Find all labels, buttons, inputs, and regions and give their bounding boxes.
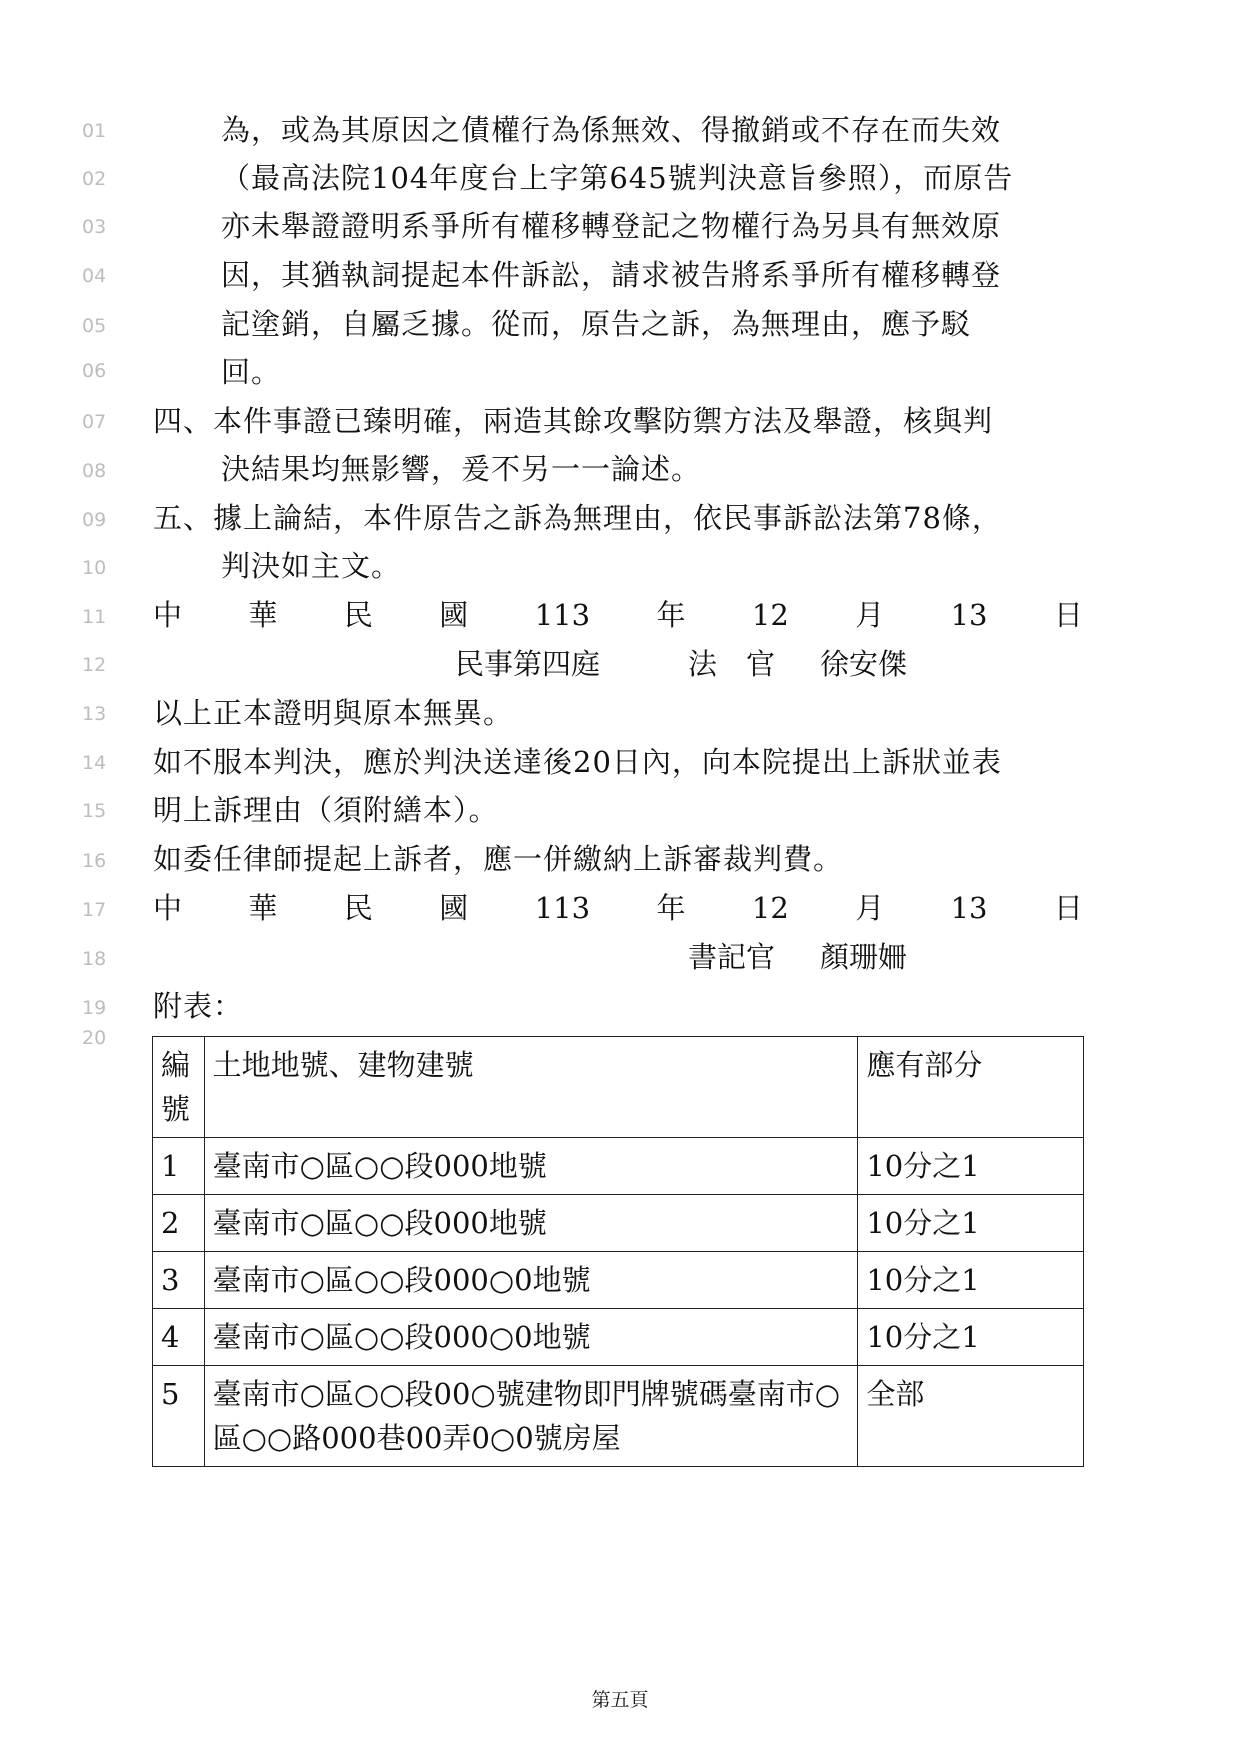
date-part: 日: [1053, 891, 1083, 925]
line-number: 06: [82, 360, 107, 382]
line-number: 11: [82, 606, 107, 628]
body-line: 為，或為其原因之債權行為係無效、得撤銷或不存在而失效: [221, 113, 1002, 147]
table-cell: 臺南市○區○○段000地號: [204, 1138, 858, 1195]
date-part: 日: [1053, 598, 1083, 632]
table-cell: 全部: [858, 1366, 1084, 1467]
line-number: 12: [82, 654, 107, 676]
date-part: 13: [950, 598, 988, 632]
line-number: 07: [82, 411, 107, 433]
table-cell: 10分之1: [858, 1195, 1084, 1252]
header-cell: 應有部分: [858, 1037, 1084, 1138]
table-cell: 10分之1: [858, 1138, 1084, 1195]
table-cell: 10分之1: [858, 1252, 1084, 1309]
clerk-title: 書記官: [688, 940, 776, 974]
line-number: 10: [82, 557, 107, 579]
line-number: 16: [82, 850, 107, 872]
page-footer: 第五頁: [591, 1689, 649, 1711]
line-number: 05: [82, 315, 107, 337]
date-part: 年: [656, 891, 686, 925]
line-number: 04: [82, 265, 107, 287]
body-line: 決結果均無影響，爰不另一一論述。: [221, 452, 702, 486]
table-row: [153, 1195, 1084, 1252]
line-number: 15: [82, 800, 107, 822]
header-cell: 土地地號、建物建號: [204, 1037, 858, 1138]
line-number: 18: [82, 948, 107, 970]
date-part: 華: [248, 598, 278, 632]
body-line: 四、本件事證已臻明確，兩造其餘攻擊防禦方法及舉證，核與判: [153, 404, 994, 438]
appeal-line: 如委任律師提起上訴者，應一併繳納上訴審裁判費。: [153, 842, 844, 876]
line-number: 02: [82, 168, 107, 190]
body-line: 五、據上論結，本件原告之訴為無理由，依民事訴訟法第78條，: [153, 501, 1002, 535]
date-part: 中: [153, 891, 183, 925]
date-part: 華: [248, 891, 278, 925]
court-division: 民事第四庭: [455, 647, 601, 681]
header-cell: 編號: [153, 1037, 205, 1138]
body-line: （最高法院104年度台上字第645號判決意旨參照），而原告: [221, 161, 1014, 195]
appeal-line: 如不服本判決，應於判決送達後20日內，向本院提出上訴狀並表: [153, 745, 1002, 779]
table-cell: 10分之1: [858, 1309, 1084, 1366]
date-part: 月: [855, 891, 885, 925]
body-line: 回。: [221, 355, 282, 389]
date-part: 國: [439, 598, 469, 632]
line-number: 19: [82, 997, 107, 1019]
line-number: 14: [82, 752, 107, 774]
table-row: [153, 1366, 1084, 1467]
table-header-row: [153, 1037, 1084, 1138]
line-number: 08: [82, 460, 107, 482]
attachment-title: 附表：: [153, 989, 244, 1023]
date-part: 13: [950, 891, 988, 925]
line-number: 01: [82, 120, 107, 142]
date-part: 中: [153, 598, 183, 632]
date-part: 113: [534, 598, 591, 632]
line-number: 09: [82, 509, 107, 531]
table-cell: 5: [153, 1366, 205, 1467]
date-part: 12: [751, 891, 789, 925]
clerk-name: 顏珊姍: [820, 940, 908, 974]
certify-line: 以上正本證明與原本無異。: [153, 696, 514, 730]
body-line: 判決如主文。: [221, 549, 402, 583]
line-number: 13: [82, 703, 107, 725]
table-cell: 2: [153, 1195, 205, 1252]
judge-name: 徐安傑: [820, 647, 908, 681]
attachment-table: [152, 1036, 1084, 1467]
date-part: 年: [656, 598, 686, 632]
table-cell: 1: [153, 1138, 205, 1195]
judge-title: 法 官: [688, 647, 776, 681]
table-cell: 臺南市○區○○段000○0地號: [204, 1252, 858, 1309]
date-part: 民: [343, 598, 373, 632]
date-part: 113: [534, 891, 591, 925]
clerk-date: [153, 890, 1083, 926]
table-row: [153, 1309, 1084, 1366]
line-number: 20: [82, 1027, 107, 1049]
body-line: 記塗銷，自屬乏據。從而，原告之訴，為無理由，應予駁: [221, 307, 972, 341]
table-cell: 3: [153, 1252, 205, 1309]
line-number: 17: [82, 899, 107, 921]
body-line: 因，其猶執詞提起本件訴訟，請求被告將系爭所有權移轉登: [221, 258, 1002, 292]
table-cell: 臺南市○區○○段00○號建物即門牌號碼臺南市○區○○路000巷00弄0○0號房屋: [204, 1366, 858, 1467]
date-part: 12: [751, 598, 789, 632]
appeal-line: 明上訴理由（須附繕本）。: [153, 793, 499, 827]
table-row: [153, 1252, 1084, 1309]
body-line: 亦未舉證證明系爭所有權移轉登記之物權行為另具有無效原: [221, 209, 1002, 243]
table-cell: 4: [153, 1309, 205, 1366]
date-part: 月: [855, 598, 885, 632]
date-part: 民: [343, 891, 373, 925]
table-row: [153, 1138, 1084, 1195]
line-number: 03: [82, 216, 107, 238]
table-cell: 臺南市○區○○段000○0地號: [204, 1309, 858, 1366]
table-cell: 臺南市○區○○段000地號: [204, 1195, 858, 1252]
date-part: 國: [439, 891, 469, 925]
judgment-date: [153, 597, 1083, 633]
